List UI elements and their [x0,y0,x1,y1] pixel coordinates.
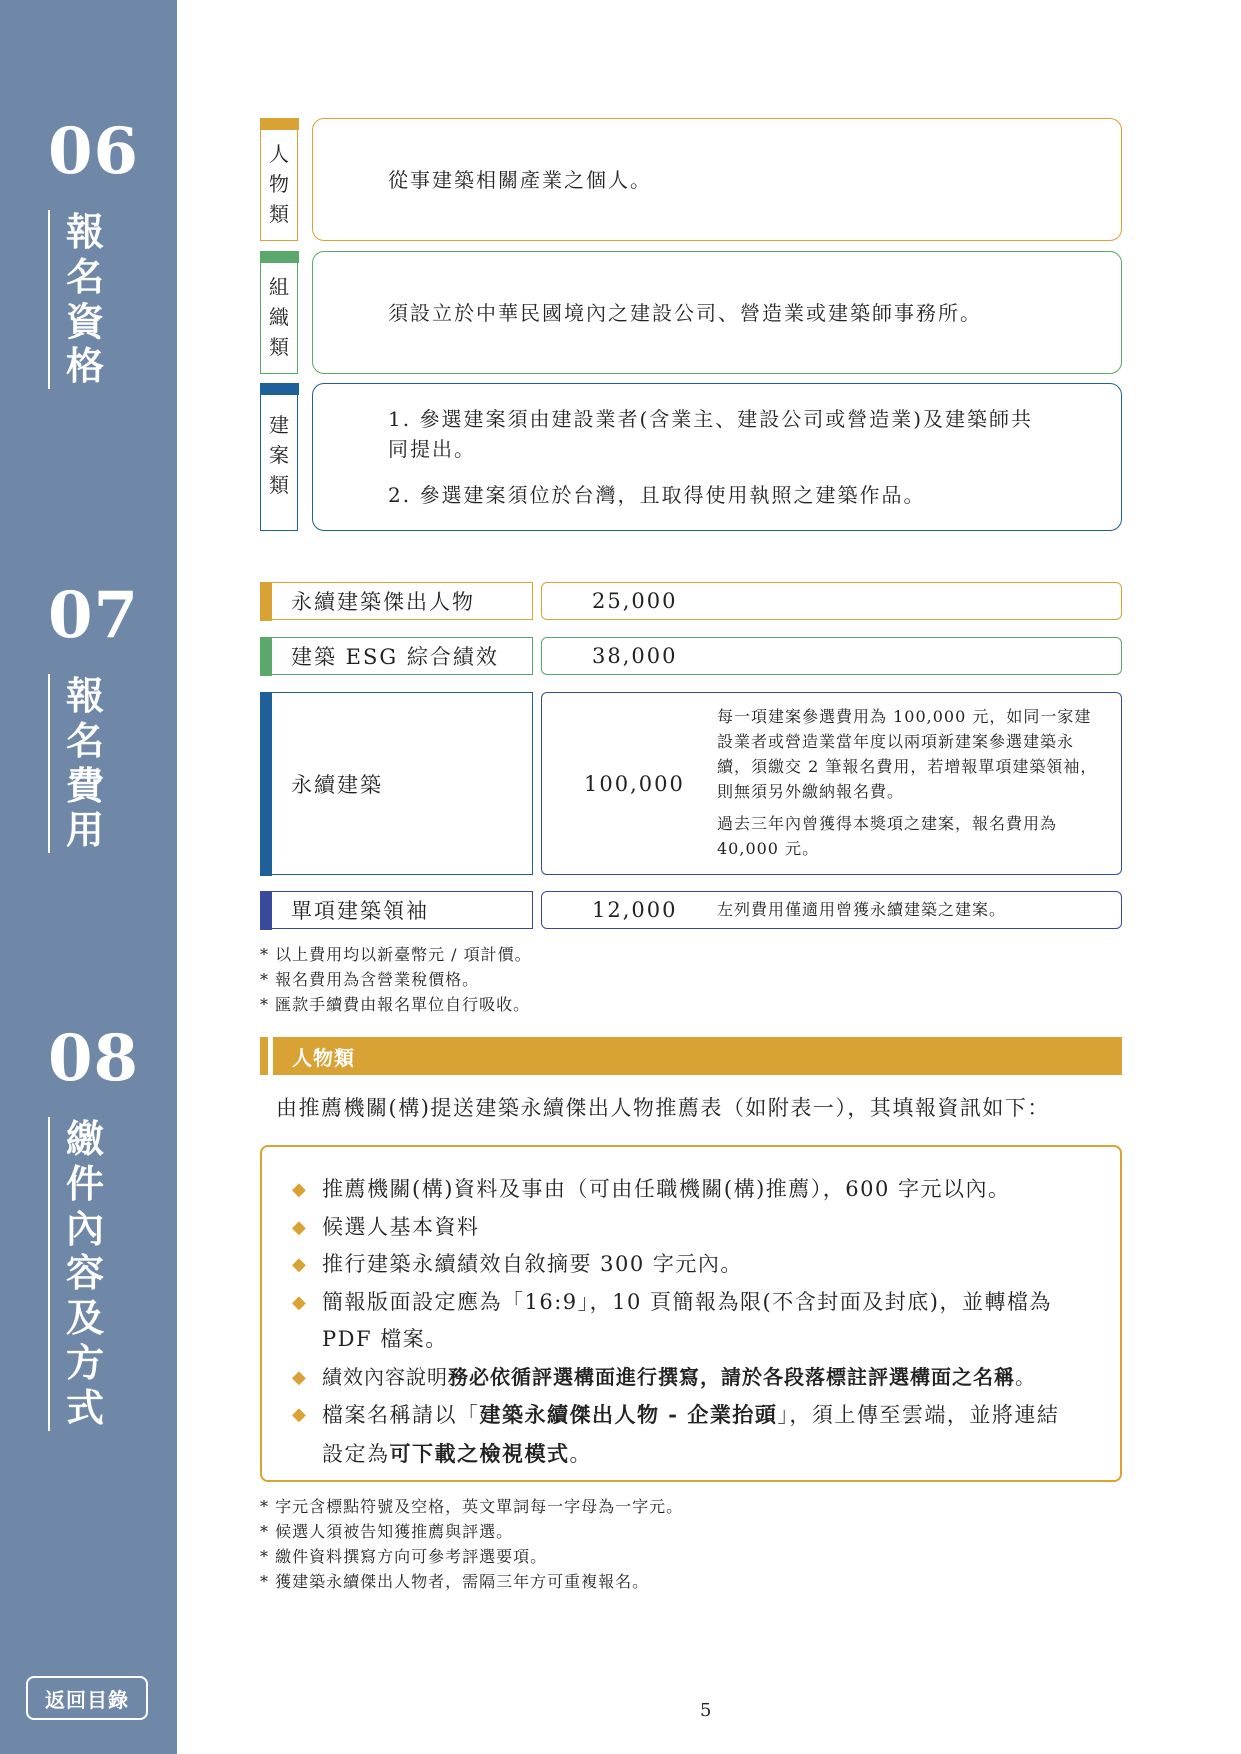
qualification-tag-project [260,383,298,531]
submission-intro: 由推薦機關(構)提送建築永續傑出人物推薦表（如附表一），其填報資訊如下： [276,1096,1050,1120]
fee-box-single-leader [541,891,1122,929]
section-title-06 [48,210,128,389]
section-number-06: 06 [48,114,140,189]
section-title-char: 格 [66,343,105,389]
fee-box-outstanding-person [541,582,1122,620]
note-line: * 匯款手續費由報名單位自行吸收。 [260,994,531,1014]
fee-box-esg [541,637,1122,675]
text-part: 」，須上傳至雲端，並將連結設定為 [322,1403,1060,1466]
text-part: 推行建築永續績效自敘摘要 300 字元內。 [322,1252,743,1276]
fee-note: 左列費用僅適用曾獲永續建築之建案。 [717,899,1007,919]
note-line: * 繳件資料撰寫方向可參考評選要項。 [260,1547,548,1567]
list-item-text [318,1396,1060,1473]
section-title-char: 式 [66,1384,105,1430]
text-part: 簡報版面設定應為「16:9」，10 頁簡報為限(不含封面及封底)，並轉檔為 PDF 檔案。 [322,1289,1052,1351]
fee-amount: 25,000 [592,589,678,613]
section-title-char: 及 [66,1295,105,1341]
qualification-text: 1. 參選建案須由建設業者(含業主、建設公司或營造業)及建築師共同提出。 [388,407,1034,461]
section-title-char: 繳 [66,1116,105,1161]
section-title-char: 方 [66,1340,105,1386]
list-item [292,1396,1120,1473]
fee-amount: 38,000 [592,644,678,668]
note-line: * 字元含標點符號及空格，英文單詞每一字母為一字元。 [260,1497,684,1516]
tag-char: 案 [269,443,289,467]
fee-label-sustainable-building: 永續建築 [260,692,533,875]
note-line: * 報名費用為含營業稅價格。 [260,969,480,989]
list-item [292,1171,1120,1209]
fee-label-outstanding-person: 永續建築傑出人物 [260,582,533,620]
submission-notes [260,1494,683,1594]
text-part-bold: 務必依循評選構面進行撰寫，請於各段落標註評選構面之名稱 [448,1364,1015,1389]
qualification-tag-individual [260,118,298,241]
qualification-tag-organization [260,251,298,374]
qualification-text: 須設立於中華民國境內之建設公司、營造業或建築師事務所。 [388,300,982,325]
category-bar [260,1037,1122,1075]
fee-note: 每一項建案參選費用為 100,000 元，如同一家建設業者或營造業當年度以兩項新建案參選建築永續，須繳交 2 筆報名費用，若增報單項建築領袖，則無須另外繳納報名費。 [717,706,1098,801]
section-number-07: 07 [48,578,140,653]
qualification-box-project [312,383,1122,531]
section-title-char: 件 [66,1160,105,1206]
tag-char: 類 [269,202,289,226]
section-title-char: 報 [66,209,105,254]
diamond-icon: ◆ [292,1404,308,1425]
text-part-bold: 可下載之檢視模式 [389,1440,570,1466]
diamond-icon: ◆ [292,1254,308,1275]
note-line: * 以上費用均以新臺幣元 / 項計價。 [260,945,532,964]
section-title-char: 費 [66,762,105,808]
fee-amount: 12,000 [592,898,678,922]
fee-box-sustainable-building [541,692,1122,875]
fee-notes [260,943,532,1017]
section-title-08 [48,1117,128,1431]
list-item-text [318,1209,1120,1247]
diamond-icon: ◆ [292,1179,308,1200]
list-item [292,1246,1120,1284]
list-item-text [318,1246,1120,1284]
back-to-toc-button[interactable]: 返回目錄 [26,1676,148,1720]
tag-char: 人 [269,142,289,166]
qualification-text: 2. 參選建案須位於台灣，且取得使用執照之建築作品。 [388,483,926,507]
qualification-box-organization [312,251,1122,374]
fee-amount: 100,000 [584,771,685,796]
text-part: 候選人基本資料 [322,1214,480,1239]
tag-char: 類 [269,473,289,497]
fee-label-esg: 建築 ESG 綜合績效 [260,637,533,675]
page-number: 5 [700,1700,712,1721]
list-item-text [318,1171,1120,1209]
section-title-char: 名 [66,717,105,763]
text-part: 。 [569,1441,592,1466]
section-title-char: 名 [66,253,105,299]
tag-char: 建 [269,413,289,437]
category-bar-title: 人物類 [292,1045,355,1070]
fee-note: 過去三年內曾獲得本獎項之建案，報名費用為 40,000 元。 [717,814,1058,859]
text-part: 績效內容說明 [322,1364,448,1389]
list-item [292,1209,1120,1247]
list-item [292,1284,1120,1359]
list-item-text [318,1359,1120,1397]
qualification-box-individual [312,118,1122,241]
diamond-icon: ◆ [292,1216,308,1238]
section-title-char: 報 [66,673,105,718]
text-part: 推薦機關(構)資料及事由（可由任職機關(構)推薦），600 字元以內。 [322,1177,1011,1201]
fee-note-group [717,705,1107,863]
note-line: * 獲建築永續傑出人物者，需隔三年方可重複報名。 [260,1572,650,1592]
tag-char: 織 [269,305,289,329]
list-item [292,1359,1120,1397]
section-title-char: 用 [66,807,105,853]
section-title-char: 內 [66,1205,105,1251]
section-number-08: 08 [48,1021,140,1096]
text-part: 。 [1015,1364,1036,1389]
list-item-text [318,1284,1060,1359]
tag-char: 組 [269,275,289,299]
section-title-char: 容 [66,1250,105,1296]
fee-label-single-leader: 單項建築領袖 [260,891,533,929]
note-line: * 候選人須被告知獲推薦與評選。 [260,1522,514,1542]
text-part-bold: 建築永續傑出人物 - 企業抬頭 [479,1402,778,1427]
section-title-char: 資 [66,298,105,344]
text-part: 檔案名稱請以「 [322,1403,480,1427]
diamond-icon: ◆ [292,1291,308,1313]
sidebar [0,0,177,1754]
qualification-text: 從事建築相關產業之個人。 [388,167,652,192]
section-title-07 [48,674,128,853]
tag-char: 類 [269,335,289,359]
tag-char: 物 [269,172,289,196]
submission-list [260,1145,1122,1482]
diamond-icon: ◆ [292,1366,308,1388]
